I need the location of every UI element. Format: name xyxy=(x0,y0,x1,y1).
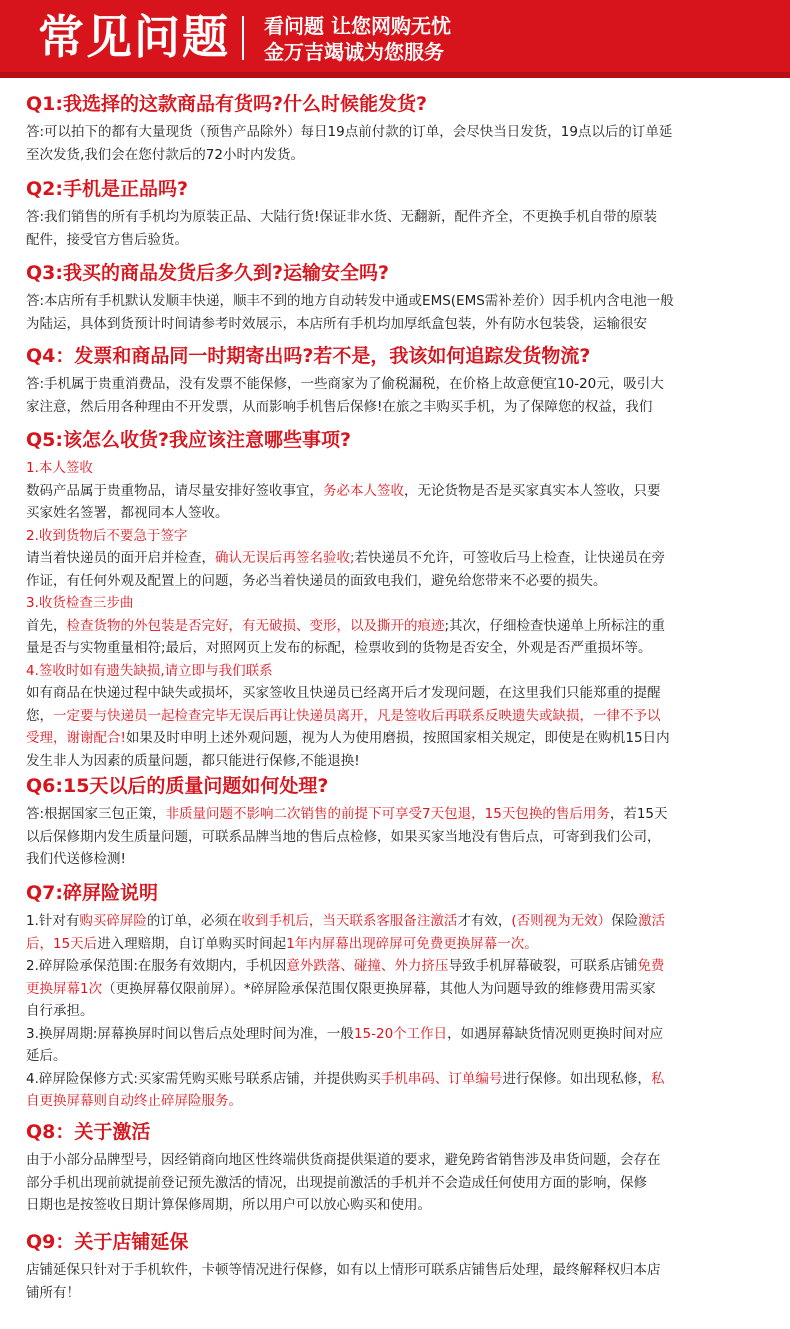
q7-item2-line3: 自行承担。 xyxy=(26,1003,94,1019)
q5-step4-line3-b: 如果及时申明上述外观问题，视为人为使用磨损，按照国家相关规定，即使是在购机15日内 xyxy=(125,730,670,746)
q7-item2-line1-d: 免费 xyxy=(637,958,665,974)
q5-step3-line1-b: 检查货物的外包装是否完好，有无破损、变形，以及撕开的痕迹 xyxy=(66,617,445,634)
q4-answer-line2: 家注意，然后用各种理由不开发票，从而影响手机售后保修!在旅之丰购买手机，为了保障您的权益，我们 xyxy=(26,398,653,415)
q1-answer-line1: 答:可以拍下的都有大量现货（预售产品除外）每日19点前付款的订单，会尽快当日发货，19点以后的订单延 xyxy=(26,124,673,140)
q7-answer xyxy=(26,910,766,1113)
q5-step2-line2: 作证，有任何外观及配置上的问题，务必当着快递员的面致电我们，避免给您带来不必要的损失。 xyxy=(26,572,607,589)
q7-item2-line2-a: 更换屏幕1次 xyxy=(26,980,103,997)
q3-title: Q3:我买的商品发货后多久到?运输安全吗? xyxy=(26,262,390,284)
q7-item1-line2-b: 进入理赔期，自订单购买时间起 xyxy=(97,935,287,952)
q5-step1-line2: 买家姓名签署，都视同本人签收。 xyxy=(26,505,229,521)
q1-answer-line2: 至次发货,我们会在您付款后的72小时内发货。 xyxy=(26,146,304,163)
q1-title: Q1:我选择的这款商品有货吗?什么时候能发货? xyxy=(26,93,428,115)
q7-item2-line1 xyxy=(26,955,766,978)
q8-answer-line2: 部分手机出现前就提前登记预先激活的情况，出现提前激活的手机并不会造成任何使用方面的影响，保修 xyxy=(26,1174,647,1191)
q5-title: Q5:该怎么收货?我应该注意哪些事项? xyxy=(26,429,352,451)
q7-item1-line1-d: 收到手机后，当天联系客服备注激活 xyxy=(241,913,458,929)
q7-item1-line1-a: 1.针对有 xyxy=(26,913,80,929)
q9-answer-line2: 铺所有！ xyxy=(26,1284,80,1301)
q5-step3-line1-a: 首先， xyxy=(26,617,67,634)
q6-answer-line1-c: ，若15天 xyxy=(609,806,668,822)
page-title: 常见问题 xyxy=(38,10,230,64)
q5-step3-line1-c: ;其次，仔细检查快递单上所标注的重 xyxy=(444,617,666,634)
q7-item4-line1-b: 手机串码、订单编号 xyxy=(380,1070,503,1087)
q5-step2-line1 xyxy=(26,547,766,570)
q7-item2-line2 xyxy=(26,978,766,1001)
q5-step4-line3-a: 受理，谢谢配合! xyxy=(26,730,126,746)
q5-step4-line2 xyxy=(26,705,766,728)
q5-step1-heading: 1.本人签收 xyxy=(26,460,93,476)
q5-answer xyxy=(26,457,766,772)
q5-step4-line1: 如有商品在快递过程中缺失或损坏，买家签收且快递员已经离开后才发现问题，在这里我们只能郑重的提醒 xyxy=(26,685,661,701)
q7-item1-line2 xyxy=(26,933,766,956)
q5-step1-line1-b: 务必本人签收 xyxy=(323,482,404,499)
header-subtitle-line1: 看问题 让您网购无忧 xyxy=(264,14,451,38)
q5-step3-line1 xyxy=(26,615,766,638)
q5-step4-line4: 发生非人为因素的质量问题，都只能进行保修,不能退换! xyxy=(26,752,360,769)
q8-title: Q8：关于激活 xyxy=(26,1121,151,1143)
q7-item3-line2: 延后。 xyxy=(26,1048,67,1064)
q8-answer xyxy=(26,1149,766,1217)
q3-answer xyxy=(26,290,766,335)
header-bottom-stripe xyxy=(0,72,790,78)
q5-step1-line1-c: ，无论货物是否是买家真实本人签收，只要 xyxy=(404,482,661,499)
q6-title: Q6:15天以后的质量问题如何处理? xyxy=(26,775,329,797)
q1-answer xyxy=(26,121,766,166)
q5-step2-line1-b: 确认无误后再签名验收; xyxy=(215,550,355,566)
q2-answer-line2: 配件，接受官方售后验货。 xyxy=(26,231,188,248)
q7-item3-line1-b: 15-20个工作日 xyxy=(353,1025,448,1042)
q6-answer-line2: 以后保修期内发生质量问题，可联系品牌当地的售后点检修，如果买家当地没有售后点，可寄到我们公司， xyxy=(26,828,661,845)
q4-title: Q4：发票和商品同一时期寄出吗?若不是，我该如何追踪发货物流? xyxy=(26,345,591,367)
q7-item1-line1-f: (否则视为无效） xyxy=(511,913,612,929)
q7-item4-line1-d: 私 xyxy=(650,1070,665,1087)
q8-answer-line3: 日期也是按签收日期计算保修周期，所以用户可以放心购买和使用。 xyxy=(26,1197,431,1213)
q9-answer-line1: 店铺延保只针对于手机软件，卡顿等情况进行保修，如有以上情形可联系店铺售后处理，最终解释权归本店 xyxy=(26,1262,661,1278)
q7-item1-line1 xyxy=(26,910,766,933)
q2-title: Q2:手机是正品吗? xyxy=(26,178,188,200)
q9-title: Q9：关于店铺延保 xyxy=(26,1231,189,1253)
q7-item4-line1-c: 进行保修。如出现私修， xyxy=(502,1070,651,1087)
q6-answer-line1-a: 答:根据国家三包正策， xyxy=(26,806,166,822)
q5-step3-heading: 3.收货检查三步曲 xyxy=(26,595,134,611)
q2-answer xyxy=(26,206,766,251)
q7-title: Q7:碎屏险说明 xyxy=(26,882,158,904)
q5-step4-line3 xyxy=(26,727,766,750)
q7-item2-line2-b: （更换屏幕仅限前屏）。*碎屏险承保范围仅限更换屏幕，其他人为问题导致的维修费用需买家 xyxy=(102,980,656,997)
q7-item4-line2: 自更换屏幕则自动终止碎屏险服务。 xyxy=(26,1093,242,1109)
q7-item4-line1 xyxy=(26,1068,766,1091)
q5-step4-line2-b: 一定要与快递员一起检查完毕无误后再让快递员离开，凡是签收后再联系反映遗失或缺损，一律不予以 xyxy=(53,707,661,724)
q7-item4-line1-a: 4.碎屏险保修方式:买家需凭购买账号联系店铺，并提供购买 xyxy=(26,1070,381,1087)
q5-step1-line1-a: 数码产品属于贵重物品，请尽量安排好签收事宜， xyxy=(26,482,323,499)
q6-answer-line3: 我们代送修检测! xyxy=(26,851,126,867)
q7-item3-line1 xyxy=(26,1023,766,1046)
q4-answer xyxy=(26,373,766,418)
q5-step2-line1-c: 若快递员不允许，可签收后马上检查，让快递员在旁 xyxy=(354,550,666,566)
q3-answer-line2: 为陆运，具体到货预计时间请参考时效展示，本店所有手机均加厚纸盒包装，外有防水包装袋，运输很安 xyxy=(26,315,647,332)
q7-item2-line1-b: 意外跌落、碰撞、外力挤压 xyxy=(286,958,449,974)
q7-item2-line1-a: 2.碎屏险承保范围:在服务有效期内，手机因 xyxy=(26,958,287,974)
q7-item1-line1-e: 才有效， xyxy=(457,913,512,929)
q7-item1-line2-c: 1年内屏幕出现碎屏可免费更换屏幕一次。 xyxy=(286,935,538,952)
q7-item1-line2-a: 后，15天后 xyxy=(26,935,98,952)
q5-step1-line1 xyxy=(26,480,766,503)
q7-item1-line1-g: 保险 xyxy=(611,913,639,929)
q7-item3-line1-c: ，如遇屏幕缺货情况则更换时间对应 xyxy=(447,1025,664,1042)
q5-step3-line2: 量是否与实物重量相符;最后，对照网页上发布的标配，检票收到的货物是否安全，外观是否严重损坏等。 xyxy=(26,640,652,656)
header-subtitle-line2: 金万吉竭诚为您服务 xyxy=(264,40,444,64)
q5-step2-line1-a: 请当着快递员的面开启并检查， xyxy=(26,550,215,566)
q5-step4-heading: 4.签收时如有遗失缺损,请立即与我们联系 xyxy=(26,662,273,679)
q9-answer xyxy=(26,1259,766,1304)
q6-answer xyxy=(26,803,766,871)
q7-item1-line1-c: 的订单，必须在 xyxy=(146,913,242,929)
header-divider xyxy=(242,16,244,60)
header-subtitle xyxy=(264,13,451,65)
q6-answer-line1-b: 非质量问题不影响二次销售的前提下可享受7天包退，15天包换的售后用务 xyxy=(165,806,610,822)
q6-answer-line1 xyxy=(26,803,766,826)
q7-item2-line1-c: 导致手机屏幕破裂，可联系店铺 xyxy=(448,958,638,974)
q5-step4-line2-a: 您， xyxy=(26,707,53,724)
q7-item1-line1-b: 购买碎屏险 xyxy=(79,913,147,929)
q3-answer-line1: 答:本店所有手机默认发顺丰快递，顺丰不到的地方自动转发中通或EMS(EMS需补差价）因手机内含电池一般 xyxy=(26,293,674,309)
q7-item3-line1-a: 3.换屏周期:屏幕换屏时间以售后点处理时间为准，一般 xyxy=(26,1025,354,1042)
q5-step2-heading: 2.收到货物后不要急于签字 xyxy=(26,527,188,544)
q2-answer-line1: 答:我们销售的所有手机均为原装正品、大陆行货!保证非水货、无翻新，配件齐全，不更换手机自带的原装 xyxy=(26,209,657,225)
q7-item1-line1-h: 激活 xyxy=(638,913,666,929)
header-banner xyxy=(0,0,790,78)
q4-answer-line1: 答:手机属于贵重消费品，没有发票不能保修，一些商家为了偷税漏税，在价格上故意便宜10-20元，吸引大 xyxy=(26,376,664,392)
q8-answer-line1: 由于小部分品牌型号，因经销商向地区性终端供货商提供渠道的要求，避免跨省销售涉及串货问题，会存在 xyxy=(26,1152,661,1168)
